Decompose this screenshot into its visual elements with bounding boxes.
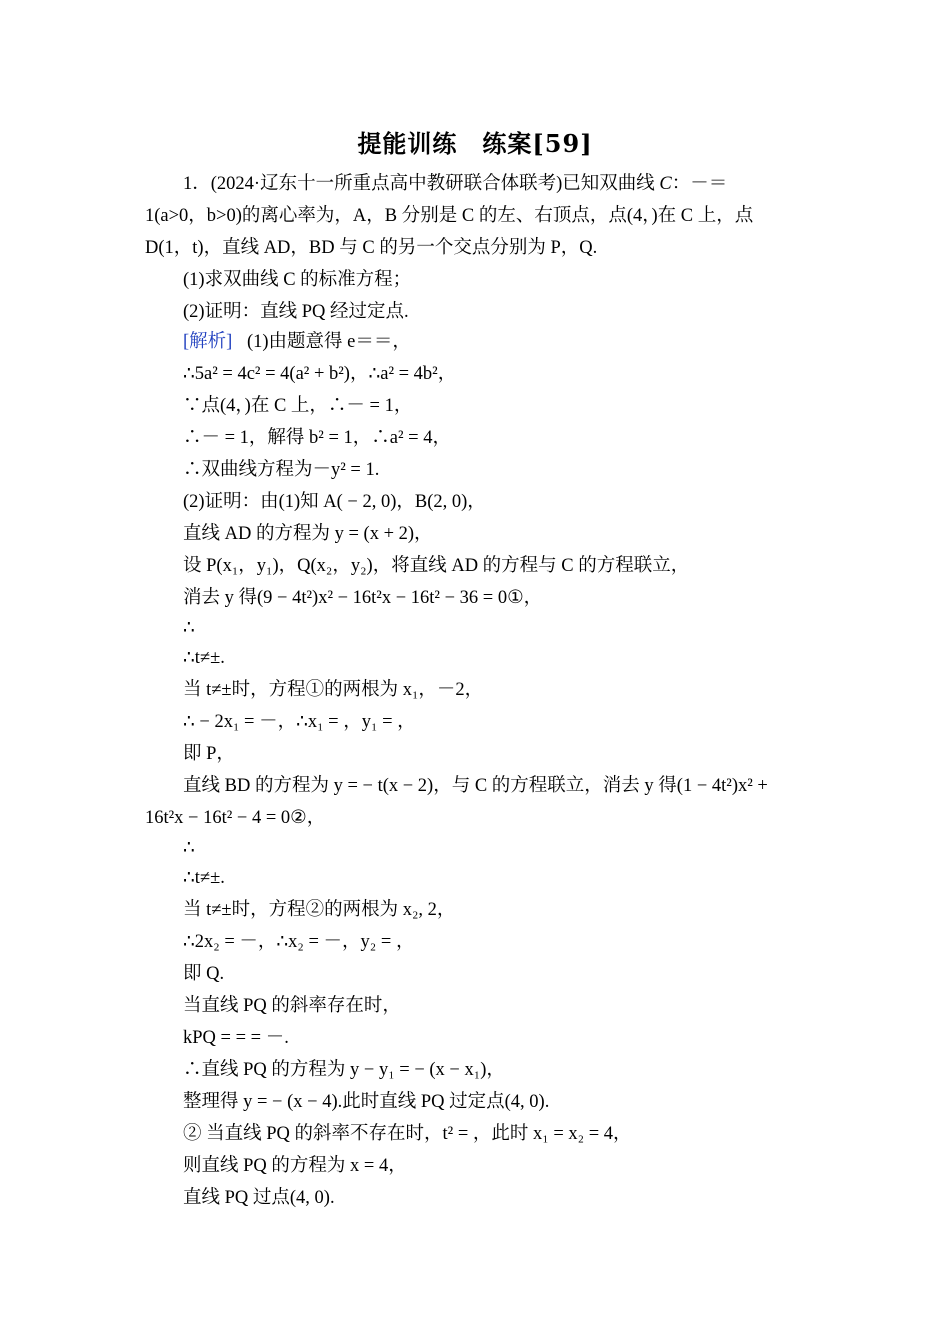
solution-line: ∴ bbox=[183, 838, 195, 858]
problem-line-1 bbox=[183, 172, 727, 196]
solution-line: 则直线 PQ 的方程为 x = 4， bbox=[183, 1156, 407, 1176]
problem-stem-end: ：－＝ bbox=[671, 174, 728, 194]
solution-line: ∴t≠±. bbox=[183, 868, 225, 888]
problem-source: (2024·辽东十一所重点高中教研联合体联考) bbox=[210, 174, 563, 194]
solution-line: ∴ − 2x₁ = －，∴x₁ = ，y₁ = ， bbox=[183, 712, 416, 732]
solution-line: 消去 y 得(9 − 4t²)x² − 16t²x − 16t² − 36 = 0①， bbox=[183, 588, 543, 608]
solution-line: 即 P， bbox=[183, 744, 235, 764]
solution-line-0 bbox=[183, 330, 411, 354]
solution-line: ② 当直线 PQ 的斜率不存在时，t² = ，此时 x₁ = x₂ = 4， bbox=[183, 1124, 632, 1144]
solution-line: ∴t≠±. bbox=[183, 648, 225, 668]
solution-line: 直线 BD 的方程为 y = − t(x − 2)，与 C 的方程联立，消去 y 得(1 − 4t²)x² + bbox=[183, 776, 768, 796]
solution-line: 当 t≠±时，方程②的两根为 x₂, 2， bbox=[183, 900, 456, 920]
problem-line-3: D(1，t)，直线 AD，BD 与 C 的另一个交点分别为 P，Q. bbox=[145, 238, 598, 258]
solution-line: ∴5a² = 4c² = 4(a² + b²)，∴a² = 4b²， bbox=[183, 364, 457, 384]
solution-line: ∴2x₂ = －，∴x₂ = －，y₂ = ， bbox=[183, 932, 415, 952]
curve-name: C bbox=[659, 174, 672, 194]
solution-line: kPQ = = = －. bbox=[183, 1028, 289, 1048]
solution-line: 即 Q. bbox=[183, 964, 225, 984]
solution-tag: [解析] bbox=[183, 332, 233, 352]
solution-line: 当直线 PQ 的斜率存在时， bbox=[183, 996, 401, 1016]
solution-line: ∵点(4，)在 C 上，∴－ = 1， bbox=[183, 396, 413, 416]
problem-number: 1． bbox=[183, 174, 211, 194]
solution-line: (2)证明：由(1)知 A( − 2, 0)，B(2, 0)， bbox=[183, 492, 486, 512]
solution-line: 直线 AD 的方程为 y = (x + 2)， bbox=[183, 524, 433, 544]
page-title: 提能训练 练案[59] bbox=[357, 129, 593, 158]
solution-line: 16t²x − 16t² − 4 = 0②， bbox=[145, 808, 326, 828]
solution-line: ∴－ = 1，解得 b² = 1，∴a² = 4， bbox=[183, 428, 451, 448]
solution-line: ∴双曲线方程为－y² = 1. bbox=[183, 460, 380, 480]
solution-line: 整理得 y = − (x − 4).此时直线 PQ 过定点(4, 0). bbox=[183, 1092, 550, 1112]
solution-line: 设 P(x₁，y₁)，Q(x₂，y₂)，将直线 AD 的方程与 C 的方程联立， bbox=[183, 556, 690, 576]
problem-part-2: (2)证明：直线 PQ 经过定点. bbox=[183, 302, 409, 322]
solution-line: 当 t≠±时，方程①的两根为 x₁，－2， bbox=[183, 680, 484, 700]
problem-part-1: (1)求双曲线 C 的标准方程； bbox=[183, 270, 412, 290]
solution-line: ∴直线 PQ 的方程为 y − y₁ = − (x − x₁)， bbox=[183, 1060, 505, 1080]
solution-line: 直线 PQ 过点(4, 0). bbox=[183, 1188, 335, 1208]
solution-line: ∴ bbox=[183, 618, 195, 638]
problem-stem-tail: 已知双曲线 bbox=[562, 174, 655, 194]
problem-line-2: 1(a>0，b>0)的离心率为，A，B 分别是 C 的左、右顶点，点(4，)在 C 上，点 bbox=[145, 206, 754, 226]
solution-text: (1)由题意得 e＝＝， bbox=[246, 332, 411, 352]
